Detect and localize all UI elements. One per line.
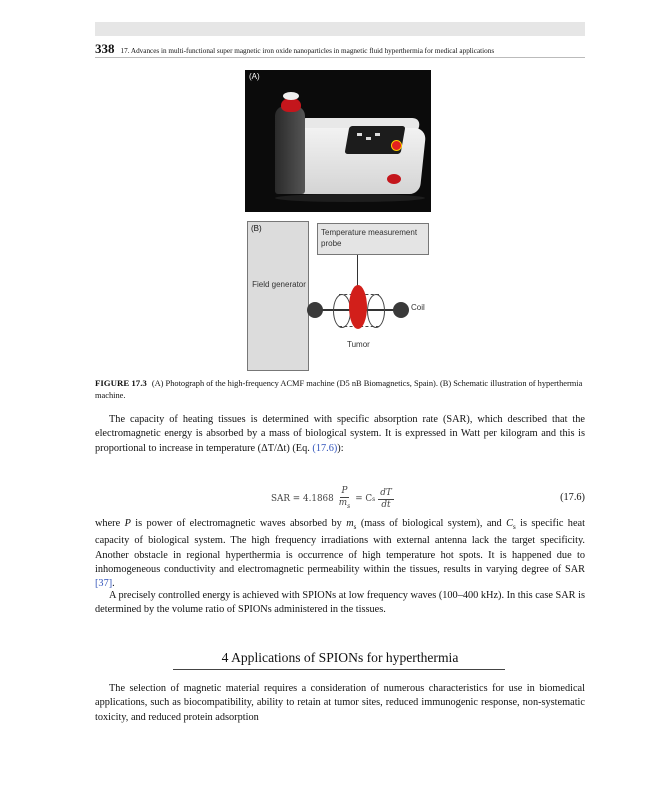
equation-number: (17.6) — [560, 492, 585, 503]
fraction-denominator: dt — [381, 499, 391, 510]
panel-display — [366, 137, 371, 140]
fraction-denominator — [337, 498, 352, 512]
paragraph-sar — [95, 413, 585, 456]
text-run: (mass of biological system), and — [360, 518, 502, 529]
panel-b-label: (B) — [251, 224, 262, 233]
text-run: is specific heat capacity of biological system. The high frequency irradiations with external antenna lack the target specificity. Another obstacle in regional hyperthermia is occurrence of high temperature hot spots. It is happened due to inhomogeneous conductivity and electromagnetic permeability within the tissues, results in varying degree of SAR — [95, 518, 585, 575]
coil-loop — [367, 294, 385, 328]
paragraph-definitions — [95, 517, 585, 592]
citation-link[interactable]: [37] — [95, 578, 113, 590]
tumor-label: Tumor — [347, 340, 370, 349]
machine-shadow — [275, 194, 425, 202]
section-heading: 4 Applications of SPIONs for hyperthermia — [221, 650, 459, 665]
machine-red-cap — [281, 98, 301, 112]
equation-fraction-power-mass — [337, 486, 352, 512]
equation-ref-link[interactable]: (17.6) — [312, 442, 338, 454]
running-head — [95, 40, 590, 56]
mass-variable: m — [346, 518, 354, 529]
page-number: 338 — [95, 41, 115, 56]
heat-capacity-subscript: s — [512, 523, 516, 532]
coil-connector — [393, 302, 409, 318]
caption-text: (A) Photograph of the high-frequency ACMF machine (D5 nB Biomagnetics, Spain). (B) Schematic illustration of hyperthermia machine. — [95, 379, 583, 400]
field-generator-label: Field generator — [252, 280, 306, 289]
section-rule — [173, 669, 505, 670]
figure-photo-panel — [245, 70, 431, 212]
coil-connector — [307, 302, 323, 318]
fraction-numerator: P — [341, 486, 348, 497]
paragraph-sar-tail: ): — [337, 442, 344, 454]
text-run: . — [112, 578, 115, 590]
coil-label: Coil — [411, 303, 425, 312]
equation-row — [95, 482, 585, 516]
machine-logo — [387, 174, 401, 184]
equation-lhs: SAR = 4.1868 — [271, 494, 334, 504]
power-variable: P — [124, 518, 131, 529]
machine-tower — [275, 106, 305, 194]
paragraph-sar-text: The capacity of heating tissues is determined with specific absorption rate (SAR), which described that the electromagnetic energy is absorbed by a mass of biological system. It is expressed in Watt per kilogram and this is proportional to increase in temperature (ΔT/Δt) (Eq. — [95, 414, 585, 454]
header-bar — [95, 22, 585, 36]
panel-display — [357, 133, 362, 136]
probe-label: Temperature measurement probe — [321, 228, 418, 248]
heat-capacity-subscript: s — [372, 495, 376, 503]
text-run: is power of electromagnetic waves absorbed by — [135, 518, 342, 529]
equation-sar — [271, 484, 397, 514]
tumor-shape — [349, 285, 367, 329]
figure-schematic-panel — [247, 221, 447, 376]
paragraph-selection: The selection of magnetic material requires a consideration of numerous characteristics for use in biomedical applications, such as biocompatibility, ability to retain at tumor sites, reduced immunogenic response, non-systematic toxicity, and reduced protein adsorption — [95, 683, 585, 723]
equation-fraction-dT-dt — [378, 488, 394, 511]
paragraph-spions: A precisely controlled energy is achieved with SPIONs at low frequency waves (100–400 kHz). In this case SAR is determined by the volume ratio of SPIONs administered in the tissues. — [95, 590, 585, 616]
figure-caption — [95, 377, 585, 402]
caption-label: FIGURE 17.3 — [95, 378, 147, 388]
heat-capacity-variable: C — [506, 518, 513, 529]
fraction-numerator: dT — [380, 487, 392, 498]
emergency-knob — [391, 140, 402, 151]
header-rule — [95, 57, 585, 58]
panel-a-label: (A) — [249, 72, 260, 81]
mass-subscript: s — [353, 523, 357, 532]
field-generator-box — [247, 221, 309, 371]
mass-subscript: s — [347, 502, 351, 510]
equation-mid: = C — [355, 494, 373, 504]
running-title: 17. Advances in multi-functional super magnetic iron oxide nanoparticles in magnetic fluid hyperthermia for medical applications — [120, 47, 495, 55]
panel-display — [375, 133, 380, 136]
machine-cap-top — [283, 92, 299, 100]
text-run: where — [95, 518, 121, 529]
mass-symbol: m — [338, 498, 348, 509]
probe-box — [317, 223, 429, 255]
